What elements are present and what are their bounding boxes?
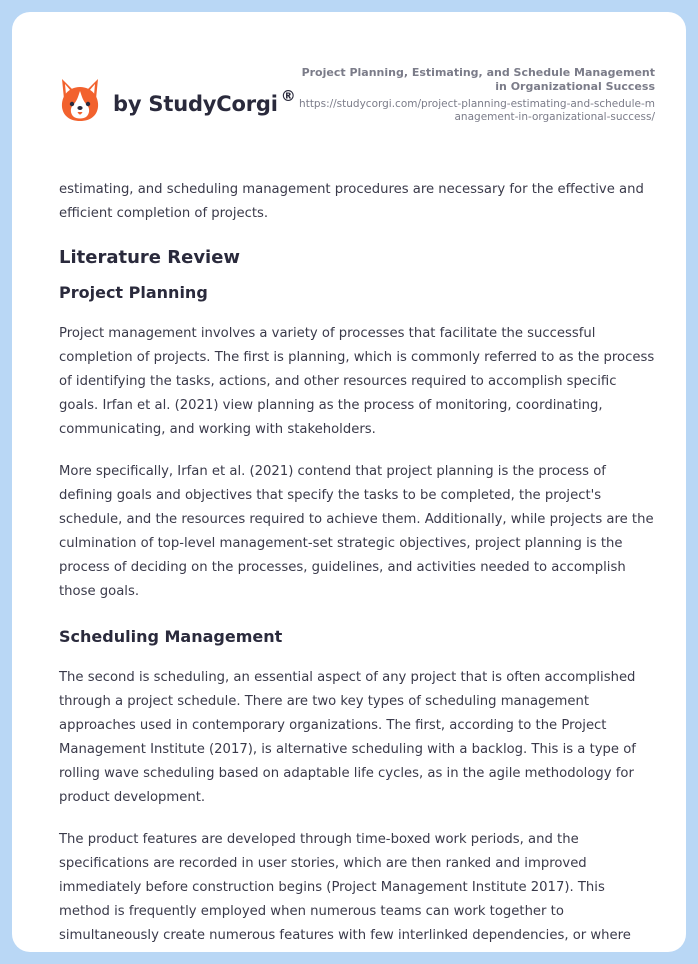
- section-heading-literature-review: Literature Review: [59, 247, 241, 268]
- subsection-heading-scheduling-management: Scheduling Management: [59, 627, 283, 646]
- paragraph: More specifically, Irfan et al. (2021) contend that project planning is the process of defining goals and objectives that specify the tasks to be completed, the project's schedule, and the resources required to achieve them. Additionally, while projects are the culmination of top-level management-set strategic objectives, project planning is the process of deciding on the processes, guidelines, and activities needed to accomplish those goals.: [59, 464, 654, 599]
- header: [12, 12, 686, 152]
- article-content: [59, 178, 659, 952]
- intro-paragraph: estimating, and scheduling management procedures are necessary for the effective and efficient completion of projects.: [59, 182, 644, 221]
- studycorgi-logo[interactable]: [59, 76, 296, 124]
- subsection-heading-project-planning: Project Planning: [59, 283, 208, 302]
- paragraph: The product features are developed through time-boxed work periods, and the specifications are recorded in user stories, which are then ranked and improved immediately before construction begins (Project Management Institute 2017). This method is frequently employed when numerous teams can work together to simultaneously create numerous features with few interlinked dependencies, or where: [59, 832, 631, 943]
- paragraph: Project management involves a variety of processes that facilitate the successful completion of projects. The first is planning, which is commonly referred to as the process of identifying the tasks, actions, and other resources required to accomplish specific goals. Irfan et al. (2021) view planning as the process of monitoring, coordinating, communicating, and working with stakeholders.: [59, 326, 655, 437]
- paragraph: The second is scheduling, an essential aspect of any project that is often accomplished through a project schedule. There are two key types of scheduling management approaches used in contemporary organizations. The first, according to the Project Management Institute (2017), is alternative scheduling with a backlog. This is a type of rolling wave scheduling based on adaptable life cycles, as in the agile methodology for product development.: [59, 670, 636, 805]
- corgi-icon: [59, 77, 101, 123]
- registered-mark: ®: [280, 86, 296, 105]
- document-meta: [295, 66, 655, 124]
- page-card: [12, 12, 686, 952]
- document-title: Project Planning, Estimating, and Schedule Management in Organizational Success: [301, 66, 655, 93]
- logo-text: by StudyCorgi ®: [113, 86, 296, 116]
- document-url[interactable]: https://studycorgi.com/project-planning-estimating-and-schedule-management-in-organizational-success/: [299, 98, 655, 123]
